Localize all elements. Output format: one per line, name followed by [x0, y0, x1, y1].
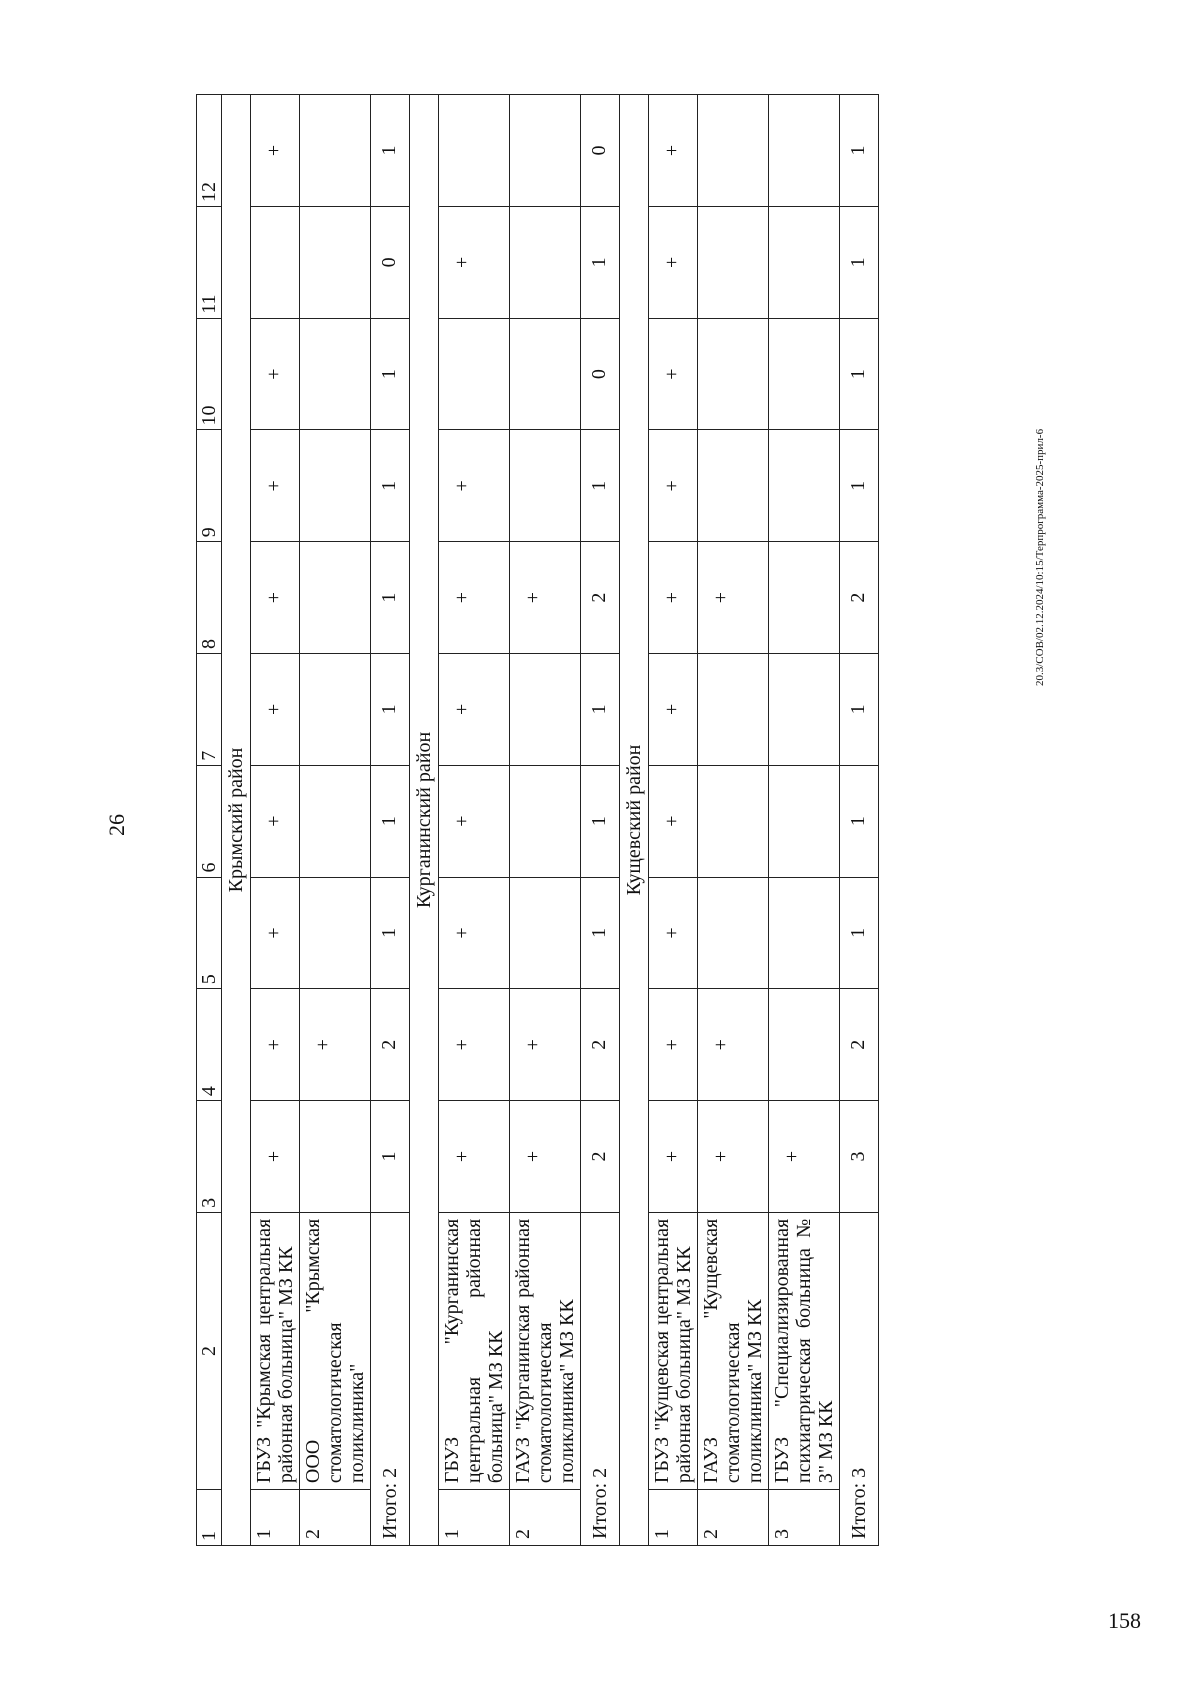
total-value: 1 — [840, 765, 879, 877]
total-row — [840, 95, 879, 1546]
mark-cell — [510, 877, 581, 989]
total-value: 1 — [840, 95, 879, 207]
table-row — [649, 95, 698, 1546]
total-value: 1 — [371, 430, 410, 542]
mark-cell — [510, 430, 581, 542]
total-value: 2 — [581, 542, 620, 654]
total-value: 1 — [371, 318, 410, 430]
total-value: 2 — [581, 989, 620, 1101]
page-number: 26 — [104, 814, 129, 836]
mark-cell — [769, 989, 840, 1101]
mark-cell: + — [649, 654, 698, 766]
district-name: Кущевский район — [620, 95, 649, 1546]
mark-cell: + — [698, 989, 769, 1101]
col-header: 2 — [197, 1212, 222, 1489]
total-value: 1 — [581, 877, 620, 989]
mark-cell — [698, 95, 769, 207]
mark-cell: + — [649, 1101, 698, 1213]
total-value: 1 — [371, 1101, 410, 1213]
total-value: 1 — [371, 542, 410, 654]
total-row — [371, 95, 410, 1546]
mark-cell — [769, 877, 840, 989]
mark-cell: + — [510, 1101, 581, 1213]
table-row — [300, 95, 371, 1546]
mark-cell: + — [251, 318, 300, 430]
row-number: 2 — [698, 1490, 769, 1546]
mark-cell — [510, 95, 581, 207]
mark-cell: + — [251, 654, 300, 766]
mark-cell — [251, 206, 300, 318]
row-number: 2 — [510, 1490, 581, 1546]
total-value: 1 — [840, 206, 879, 318]
total-value: 1 — [371, 877, 410, 989]
row-number: 1 — [649, 1490, 698, 1546]
mark-cell — [300, 206, 371, 318]
mark-cell — [769, 542, 840, 654]
mark-cell: + — [251, 1101, 300, 1213]
mark-cell — [300, 1101, 371, 1213]
mark-cell: + — [649, 765, 698, 877]
mark-cell — [698, 318, 769, 430]
mark-cell: + — [439, 989, 510, 1101]
mark-cell — [439, 318, 510, 430]
mark-cell — [300, 542, 371, 654]
total-value: 0 — [581, 95, 620, 207]
mark-cell: + — [300, 989, 371, 1101]
medical-organizations-table — [196, 94, 879, 1546]
mark-cell — [769, 430, 840, 542]
row-number: 2 — [300, 1490, 371, 1546]
mark-cell — [510, 765, 581, 877]
organization-name: ГБУЗ "Кущевская центральная районная больница" МЗ КК — [649, 1212, 698, 1489]
mark-cell — [510, 206, 581, 318]
col-header: 10 — [197, 318, 222, 430]
total-value: 1 — [840, 318, 879, 430]
total-label: Итого: 3 — [840, 1212, 879, 1545]
total-value: 1 — [581, 654, 620, 766]
total-value: 2 — [581, 1101, 620, 1213]
col-header: 9 — [197, 430, 222, 542]
total-value: 0 — [371, 206, 410, 318]
district-name: Крымский район — [222, 95, 251, 1546]
col-header: 1 — [197, 1490, 222, 1546]
table-row — [769, 95, 840, 1546]
table-row — [439, 95, 510, 1546]
mark-cell: + — [649, 206, 698, 318]
mark-cell — [698, 206, 769, 318]
mark-cell: + — [510, 542, 581, 654]
mark-cell — [300, 95, 371, 207]
col-header: 8 — [197, 542, 222, 654]
document-reference: 20.3/СОВ/02.12.2024/10:15/Терпрограмма-2025-прил-6 — [1034, 428, 1046, 686]
mark-cell — [698, 765, 769, 877]
mark-cell: + — [698, 1101, 769, 1213]
mark-cell: + — [439, 765, 510, 877]
table-body — [197, 95, 879, 1546]
row-number: 3 — [769, 1490, 840, 1546]
table-row — [510, 95, 581, 1546]
rotated-table-container — [196, 94, 1044, 1546]
mark-cell: + — [251, 989, 300, 1101]
total-value: 1 — [840, 877, 879, 989]
mark-cell: + — [510, 989, 581, 1101]
organization-name: ООО "Крымская стоматологическая поликлиника" — [300, 1212, 371, 1489]
mark-cell: + — [649, 989, 698, 1101]
mark-cell: + — [439, 206, 510, 318]
district-row — [620, 95, 649, 1546]
mark-cell: + — [439, 654, 510, 766]
mark-cell: + — [439, 877, 510, 989]
col-header: 5 — [197, 877, 222, 989]
mark-cell: + — [649, 877, 698, 989]
mark-cell: + — [251, 542, 300, 654]
mark-cell: + — [251, 430, 300, 542]
bottom-page-number: 158 — [1108, 1608, 1141, 1633]
mark-cell — [698, 877, 769, 989]
mark-cell — [300, 654, 371, 766]
col-header: 3 — [197, 1101, 222, 1213]
col-header: 12 — [197, 95, 222, 207]
mark-cell — [769, 95, 840, 207]
total-value: 1 — [840, 654, 879, 766]
total-value: 3 — [840, 1101, 879, 1213]
row-number: 1 — [439, 1490, 510, 1546]
mark-cell — [510, 318, 581, 430]
total-label: Итого: 2 — [581, 1212, 620, 1545]
total-value: 1 — [840, 430, 879, 542]
mark-cell: + — [649, 95, 698, 207]
mark-cell — [510, 654, 581, 766]
col-header: 4 — [197, 989, 222, 1101]
organization-name: ГАУЗ "Курганинская районная стоматологическая поликлиника" МЗ КК — [510, 1212, 581, 1489]
mark-cell — [300, 765, 371, 877]
total-value: 1 — [581, 765, 620, 877]
mark-cell: + — [439, 1101, 510, 1213]
col-header: 11 — [197, 206, 222, 318]
mark-cell — [439, 95, 510, 207]
mark-cell — [769, 765, 840, 877]
district-row — [410, 95, 439, 1546]
total-value: 1 — [581, 430, 620, 542]
total-value: 2 — [371, 989, 410, 1101]
mark-cell: + — [251, 95, 300, 207]
mark-cell: + — [251, 765, 300, 877]
mark-cell: + — [769, 1101, 840, 1213]
total-value: 1 — [371, 765, 410, 877]
mark-cell — [300, 877, 371, 989]
mark-cell — [698, 430, 769, 542]
column-number-row — [197, 95, 222, 1546]
mark-cell: + — [698, 542, 769, 654]
mark-cell — [300, 318, 371, 430]
mark-cell: + — [649, 542, 698, 654]
mark-cell: + — [251, 877, 300, 989]
total-value: 2 — [840, 989, 879, 1101]
organization-name: ГБУЗ "Специализированная психиатрическая больница № 3" МЗ КК — [769, 1212, 840, 1489]
mark-cell: + — [439, 542, 510, 654]
total-row — [581, 95, 620, 1546]
col-header: 7 — [197, 654, 222, 766]
col-header: 6 — [197, 765, 222, 877]
total-value: 1 — [581, 206, 620, 318]
mark-cell — [769, 318, 840, 430]
total-value: 1 — [371, 95, 410, 207]
mark-cell — [769, 654, 840, 766]
organization-name: ГАУЗ "Кущевская стоматологическая поликлиника" МЗ КК — [698, 1212, 769, 1489]
mark-cell — [698, 654, 769, 766]
mark-cell — [769, 206, 840, 318]
total-value: 0 — [581, 318, 620, 430]
total-label: Итого: 2 — [371, 1212, 410, 1545]
organization-name: ГБУЗ "Курганинская центральная районная больница" МЗ КК — [439, 1212, 510, 1489]
mark-cell — [300, 430, 371, 542]
mark-cell: + — [649, 430, 698, 542]
table-row — [251, 95, 300, 1546]
district-name: Курганинский район — [410, 95, 439, 1546]
mark-cell: + — [649, 318, 698, 430]
total-value: 1 — [371, 654, 410, 766]
organization-name: ГБУЗ "Крымская центральная районная больница" МЗ КК — [251, 1212, 300, 1489]
row-number: 1 — [251, 1490, 300, 1546]
district-row — [222, 95, 251, 1546]
mark-cell: + — [439, 430, 510, 542]
total-value: 2 — [840, 542, 879, 654]
table-row — [698, 95, 769, 1546]
